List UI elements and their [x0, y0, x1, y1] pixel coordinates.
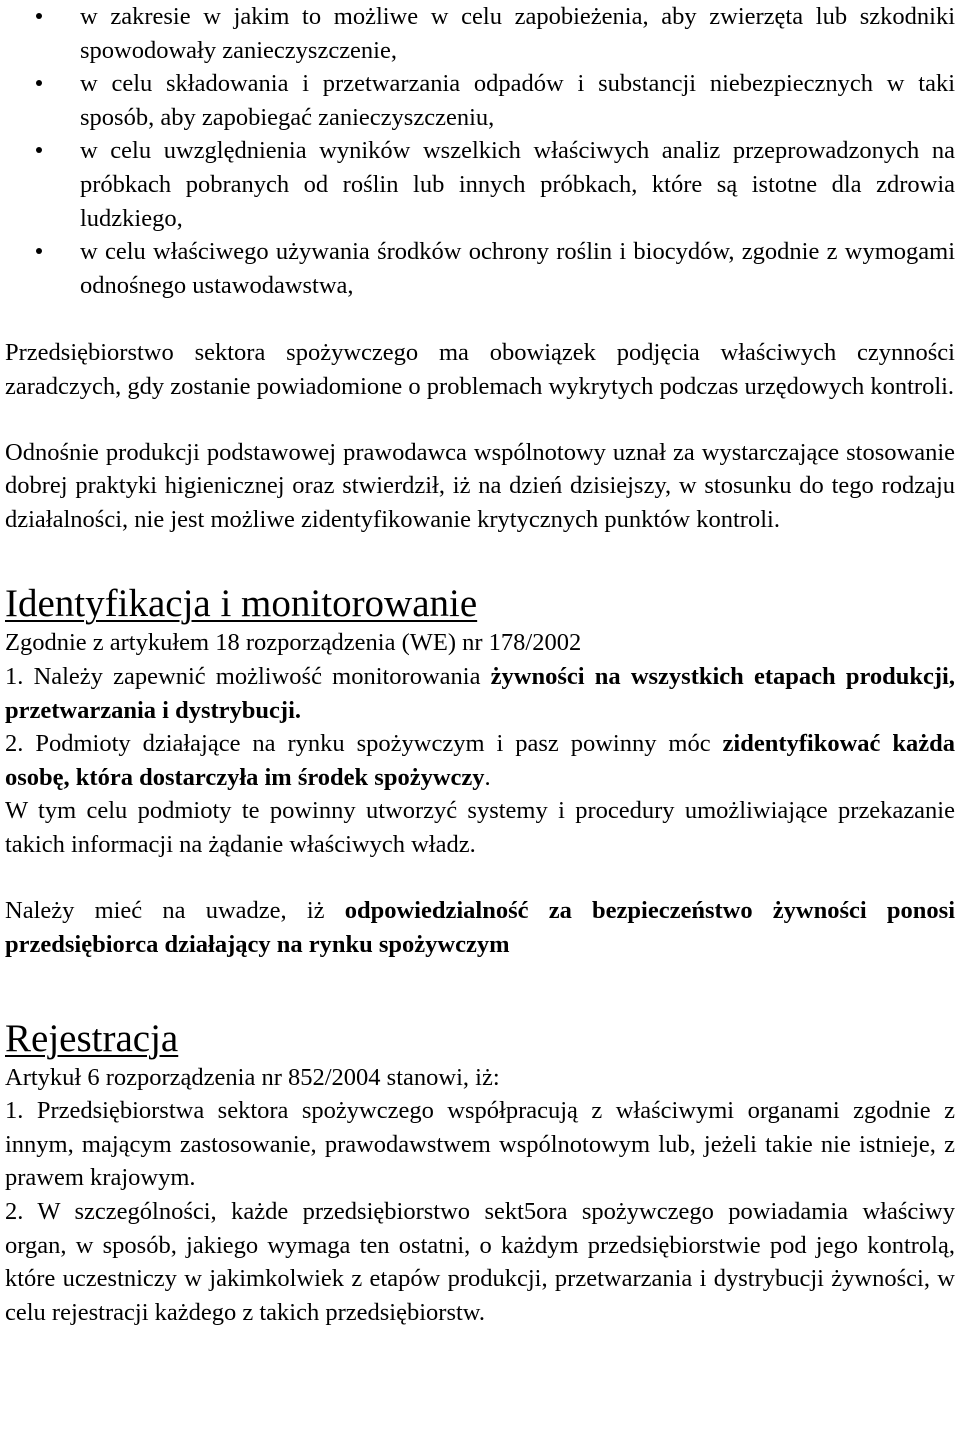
- registration-intro: Artykuł 6 rozporządzenia nr 852/2004 stanowi, iż:: [5, 1063, 500, 1091]
- bullet-text: w celu właściwego używania środków ochrony roślin i biocydów, zgodnie z wymogami odnośnego ustawodawstwa,: [80, 238, 955, 299]
- bullet-text: w celu uwzględnienia wyników wszelkich właściwych analiz przeprowadzonych na próbkach pobranych od roślin lub innych próbkach, które są istotne dla zdrowia ludzkiego,: [80, 137, 955, 232]
- bullet-item: [5, 134, 955, 235]
- systems-paragraph: W tym celu podmioty te powinny utworzyć systemy i procedury umożliwiające przekazanie takich informacji na żądanie właściwych władz.: [5, 797, 955, 858]
- item-text: .: [484, 763, 491, 791]
- bullet-item: [5, 67, 955, 134]
- bullet-item: [5, 235, 955, 302]
- obligation-paragraph: Przedsiębiorstwo sektora spożywczego ma obowiązek podjęcia właściwych czynności zaradczych, gdy zostanie powiadomione o problemach wykrytych podczas urzędowych kontroli.: [5, 339, 955, 400]
- identification-intro: Zgodnie z artykułem 18 rozporządzenia (WE) nr 178/2002: [5, 629, 582, 657]
- responsibility-note: [5, 894, 955, 961]
- note-text: Należy mieć na uwadze, iż: [5, 897, 345, 925]
- identification-item-2: [5, 727, 955, 794]
- bullet-dot-icon: [36, 248, 42, 254]
- section-heading-registration: Rejestracja: [5, 1016, 179, 1060]
- primary-production-paragraph: Odnośnie produkcji podstawowej prawodawca wspólnotowy uznał za wystarczające stosowanie dobrej praktyki higienicznej oraz stwierdził, iż na dzień dzisiejszy, w stosunku do tego rodzaju działalności, nie jest możliwe zidentyfikowanie krytycznych punktów kontroli.: [5, 438, 955, 533]
- document-page: [5, 0, 955, 1329]
- section-heading-identification: Identyfikacja i monitorowanie: [5, 582, 478, 626]
- bullet-item: [5, 0, 955, 67]
- identification-item-1: [5, 660, 955, 727]
- registration-item-2: 2. W szczególności, każde przedsiębiorstwo sekt5ora spożywczego powiadamia właściwy organ, w sposób, jakiego wymaga ten ostatni, o każdym przedsiębiorstwie pod jego kontrolą, które uczestniczy w jakimkolwiek z etapów produkcji, przetwarzania i dystrybucji żywności, w celu rejestracji każdego z takich przedsiębiorstw.: [5, 1198, 955, 1326]
- item-bold-text: żywności na wszystkich etapach produkcji, przetwarzania i dystrybucji.: [5, 662, 955, 724]
- note-bold-text: odpowiedzialność za bezpieczeństwo żywności ponosi przedsiębiorca działający na rynku spożywczym: [5, 897, 955, 959]
- bullet-text: w celu składowania i przetwarzania odpadów i substancji niebezpiecznych w taki sposób, aby zapobiegać zanieczyszczeniu,: [80, 70, 955, 131]
- bullet-dot-icon: [36, 147, 42, 153]
- bullet-dot-icon: [36, 80, 42, 86]
- item-bold-text: zidentyfikować każda osobę, która dostarczyła im środek spożywczy: [5, 730, 955, 791]
- bullet-list: [5, 0, 955, 302]
- item-text: 2. Podmioty działające na rynku spożywczym i pasz powinny móc: [5, 730, 723, 758]
- bullet-text: w zakresie w jakim to możliwe w celu zapobieżenia, aby zwierzęta lub szkodniki spowodowały zanieczyszczenie,: [80, 3, 955, 64]
- bullet-dot-icon: [36, 13, 42, 19]
- item-text: 1. Należy zapewnić możliwość monitorowania: [5, 662, 491, 690]
- registration-item-1: 1. Przedsiębiorstwa sektora spożywczego współpracują z właściwymi organami zgodnie z innym, mającym zastosowanie, prawodawstwem wspólnotowym lub, jeżeli takie nie istnieje, z prawem krajowym.: [5, 1097, 955, 1192]
